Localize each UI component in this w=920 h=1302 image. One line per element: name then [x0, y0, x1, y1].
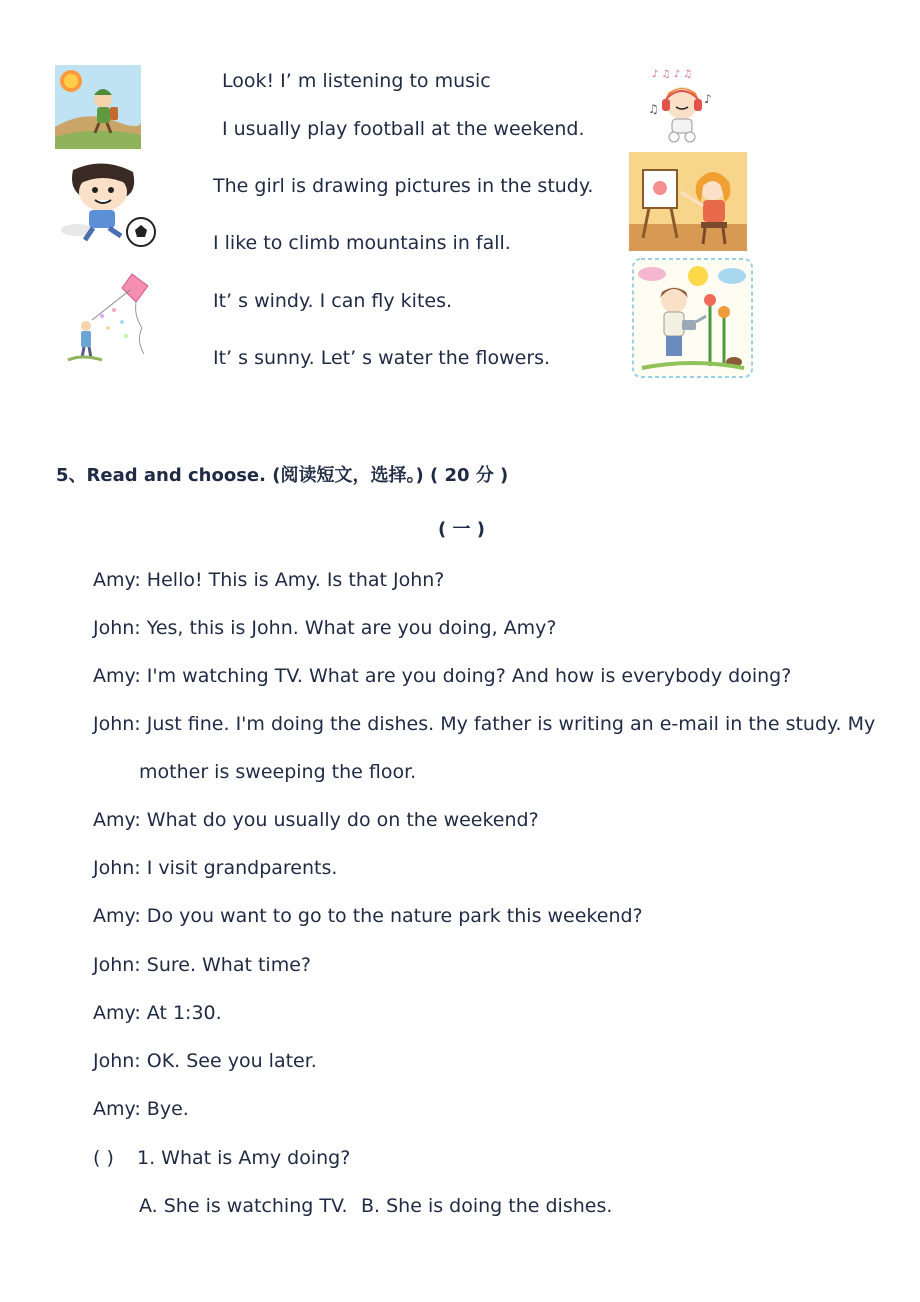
- drawing-picture: [629, 152, 747, 251]
- dialogue-line: John: Yes, this is John. What are you doing, Amy?: [93, 617, 557, 639]
- watering-picture: [632, 258, 753, 378]
- match-sentence-1: Look! I’ m listening to music: [222, 70, 491, 92]
- svg-text:♫: ♫: [648, 102, 659, 116]
- match-sentence-4: I like to climb mountains in fall.: [213, 232, 511, 254]
- section-title: 5、Read and choose. (阅读短文，选择。) ( 20 分 ): [56, 465, 509, 486]
- dialogue-line: Amy: Bye.: [93, 1098, 189, 1120]
- option-b[interactable]: B. She is doing the dishes.: [361, 1195, 613, 1217]
- dialogue-line: John: OK. See you later.: [93, 1050, 317, 1072]
- match-sentence-3: The girl is drawing pictures in the study.: [213, 175, 594, 197]
- music-picture: [640, 63, 724, 145]
- answer-bracket[interactable]: ( ): [93, 1147, 114, 1169]
- match-sentence-2: I usually play football at the weekend.: [222, 118, 585, 140]
- football-picture: [55, 158, 157, 250]
- dialogue-line: Amy: Do you want to go to the nature park this weekend?: [93, 905, 643, 927]
- dialogue-line: Amy: I'm watching TV. What are you doing? And how is everybody doing?: [93, 665, 792, 687]
- match-sentence-6: It’ s sunny. Let’ s water the flowers.: [213, 347, 551, 369]
- dialogue-line: John: Just fine. I'm doing the dishes. My father is writing an e-mail in the study. My: [93, 713, 876, 735]
- question-1: 1. What is Amy doing?: [137, 1147, 351, 1169]
- dialogue-line: John: Sure. What time?: [93, 954, 311, 976]
- option-a[interactable]: A. She is watching TV.: [139, 1195, 348, 1217]
- svg-text:♪: ♪: [704, 92, 712, 106]
- kite-picture: [62, 270, 158, 364]
- svg-text:♪ ♫ ♪ ♫: ♪ ♫ ♪ ♫: [652, 69, 693, 80]
- dialogue-line: Amy: At 1:30.: [93, 1002, 222, 1024]
- dialogue-line: Amy: Hello! This is Amy. Is that John?: [93, 569, 445, 591]
- dialogue-line: John: I visit grandparents.: [93, 857, 338, 879]
- match-sentence-5: It’ s windy. I can fly kites.: [213, 290, 453, 312]
- dialogue-line-continued: mother is sweeping the floor.: [139, 761, 417, 783]
- dialogue-line: Amy: What do you usually do on the weekend?: [93, 809, 539, 831]
- hiking-picture: [55, 65, 141, 149]
- part-label: ( 一 ): [438, 519, 485, 540]
